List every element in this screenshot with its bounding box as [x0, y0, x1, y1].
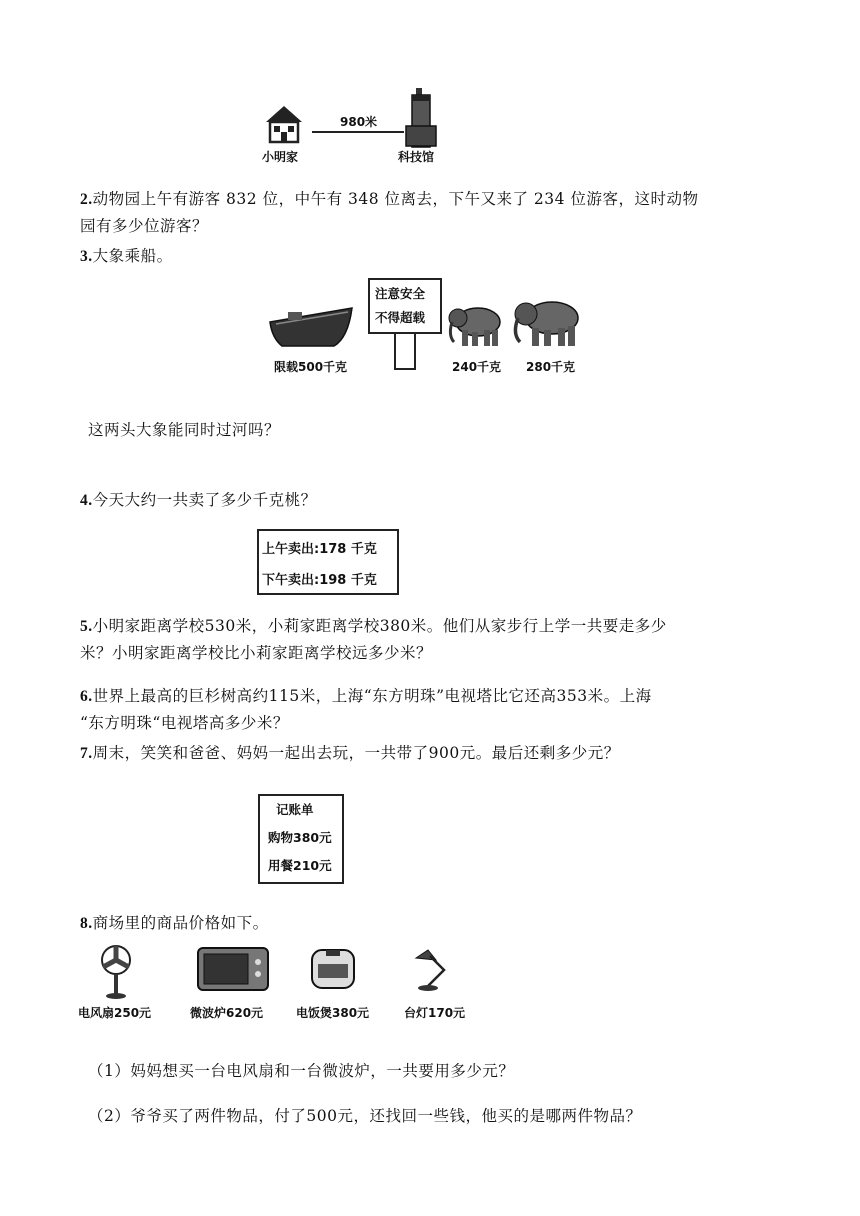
- item-fan-label: 电风扇250元: [78, 1006, 152, 1020]
- elephant1-label: 240千克: [452, 360, 502, 374]
- question-number: 4.: [80, 492, 93, 509]
- question-number: 6.: [80, 688, 93, 705]
- question-number: 8.: [80, 915, 93, 932]
- item-lamp-label: 台灯170元: [404, 1006, 466, 1020]
- elephant-small-icon: [448, 302, 506, 348]
- question-8-sub1: （1）妈妈想买一台电风扇和一台微波炉，一共要用多少元？: [88, 1062, 515, 1080]
- boat-label: 限载500千克: [274, 360, 348, 374]
- question-text-line2: 米？小明家距离学校比小莉家距离学校远多少米？: [80, 644, 433, 662]
- bill-title: 记账单: [276, 802, 314, 817]
- museum-label: 科技馆: [398, 150, 435, 164]
- question-number: 7.: [80, 745, 93, 762]
- question-number: 5.: [80, 618, 93, 635]
- peach-sales-box: [257, 529, 399, 595]
- question-4: [80, 487, 317, 514]
- question-text: 周末，笑笑和爸爸、妈妈一起出去玩，一共带了900元。最后还剩多少元？: [92, 744, 620, 762]
- question-text-line1: 动物园上午有游客 832 位，中午有 348 位离去，下午又来了 234 位游客，这时动物: [92, 190, 699, 208]
- bill-meal: 用餐210元: [268, 858, 332, 873]
- elephant2-label: 280千克: [526, 360, 576, 374]
- lamp-icon: [410, 946, 450, 994]
- bill-shopping: 购物380元: [268, 830, 332, 845]
- question-5: [80, 613, 800, 667]
- distance-line: [312, 131, 404, 133]
- morning-sales: 上午卖出:178 千克: [262, 542, 377, 557]
- home-label: 小明家: [262, 150, 299, 164]
- elephant-large-icon: [512, 296, 582, 348]
- afternoon-sales: 下午卖出:198 千克: [262, 573, 377, 588]
- boat-icon: [268, 302, 354, 350]
- question-text-line2: 园有多少位游客？: [80, 217, 209, 235]
- distance-label: 980米: [340, 115, 378, 129]
- question-number: 3.: [80, 248, 93, 265]
- item-rice-cooker-label: 电饭煲380元: [296, 1006, 370, 1020]
- sign-line1: 注意安全: [375, 286, 426, 301]
- fan-icon: [96, 944, 136, 1000]
- question-text-line1: 世界上最高的巨杉树高约115米，上海“东方明珠”电视塔比它还高353米。上海: [92, 687, 652, 705]
- question-number: 2.: [80, 191, 93, 208]
- question-2: [80, 186, 800, 240]
- question-7: [80, 740, 800, 767]
- science-museum-icon: [404, 88, 438, 148]
- house-icon: [262, 102, 306, 146]
- rice-cooker-icon: [308, 946, 358, 992]
- bill-box: [258, 794, 344, 884]
- warning-sign: [368, 278, 442, 334]
- question-6: [80, 683, 800, 737]
- question-8-sub2: （2）爷爷买了两件物品，付了500元，还找回一些钱，他买的是哪两件物品？: [88, 1107, 642, 1125]
- question-text-line1: 小明家距离学校530米，小莉家距离学校380米。他们从家步行上学一共要走多少: [92, 617, 667, 635]
- question-text: 今天大约一共卖了多少千克桃？: [92, 491, 317, 509]
- question-3-ask: 这两头大象能同时过河吗？: [88, 421, 281, 439]
- sign-post: [394, 332, 416, 370]
- microwave-icon: [196, 946, 270, 992]
- sign-line2: 不得超载: [375, 310, 426, 325]
- item-microwave-label: 微波炉620元: [190, 1006, 264, 1020]
- question-text: 商场里的商品价格如下。: [92, 914, 269, 932]
- question-8: [80, 910, 269, 937]
- question-title: 大象乘船。: [92, 247, 173, 265]
- question-text-line2: “东方明珠“电视塔高多少米？: [80, 714, 289, 732]
- question-3-title: [80, 243, 173, 270]
